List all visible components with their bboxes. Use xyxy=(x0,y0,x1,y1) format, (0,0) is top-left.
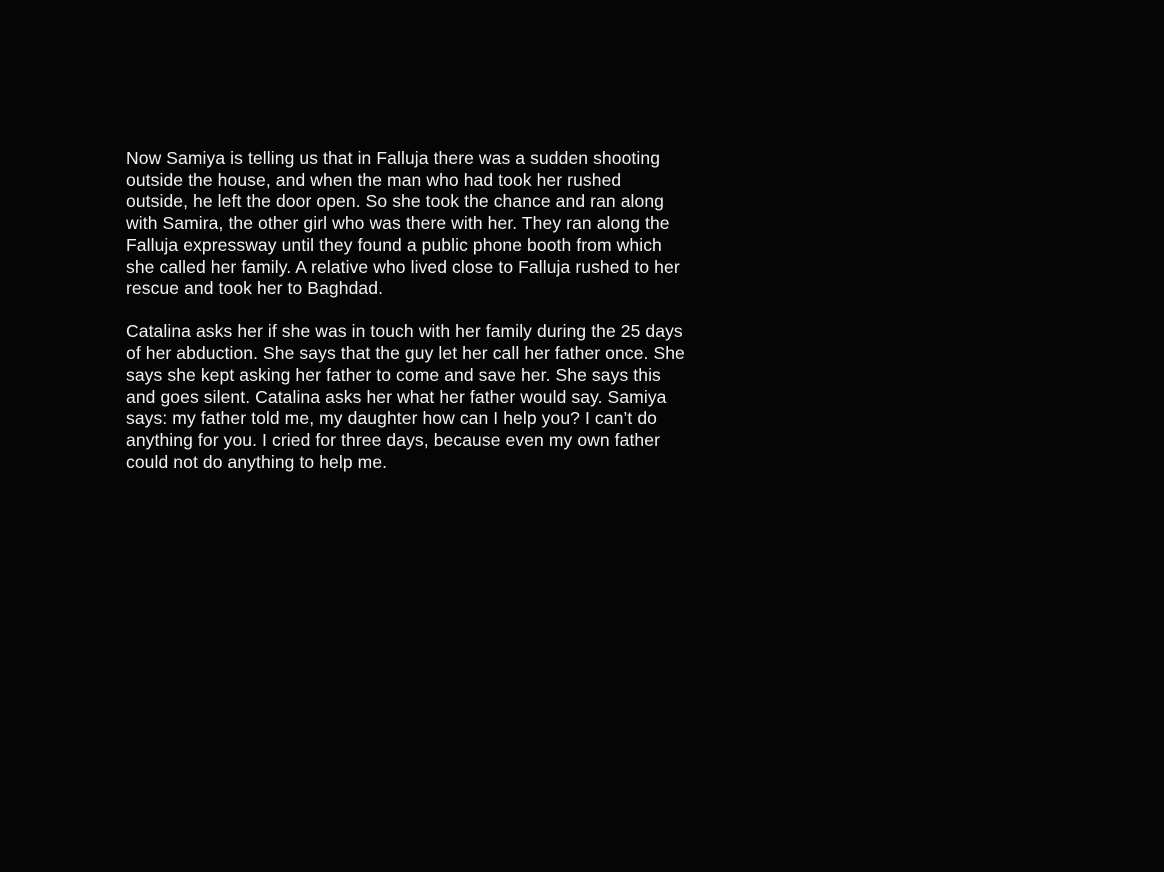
paragraph-one: Now Samiya is telling us that in Falluja there was a sudden shooting outside the house, and when the man who had took her rushed outside, he left the door open. So she took the chance and ran along with Samira, the other girl who was there with her. They ran along the Falluja expressway until they found a public phone booth from which she called her family. A relative who lived close to Falluja rushed to her rescue and took her to Baghdad. xyxy=(126,148,685,299)
narrative-text-block xyxy=(126,148,690,473)
paragraph-two: Catalina asks her if she was in touch with her family during the 25 days of her abduction. She says that the guy let her call her father once. She says she kept asking her father to come and save her. She says this and goes silent. Catalina asks her what her father would say. Samiya says: my father told me, my daughter how can I help you? I can’t do anything for you. I cried for three days, because even my own father could not do anything to help me. xyxy=(126,321,690,472)
